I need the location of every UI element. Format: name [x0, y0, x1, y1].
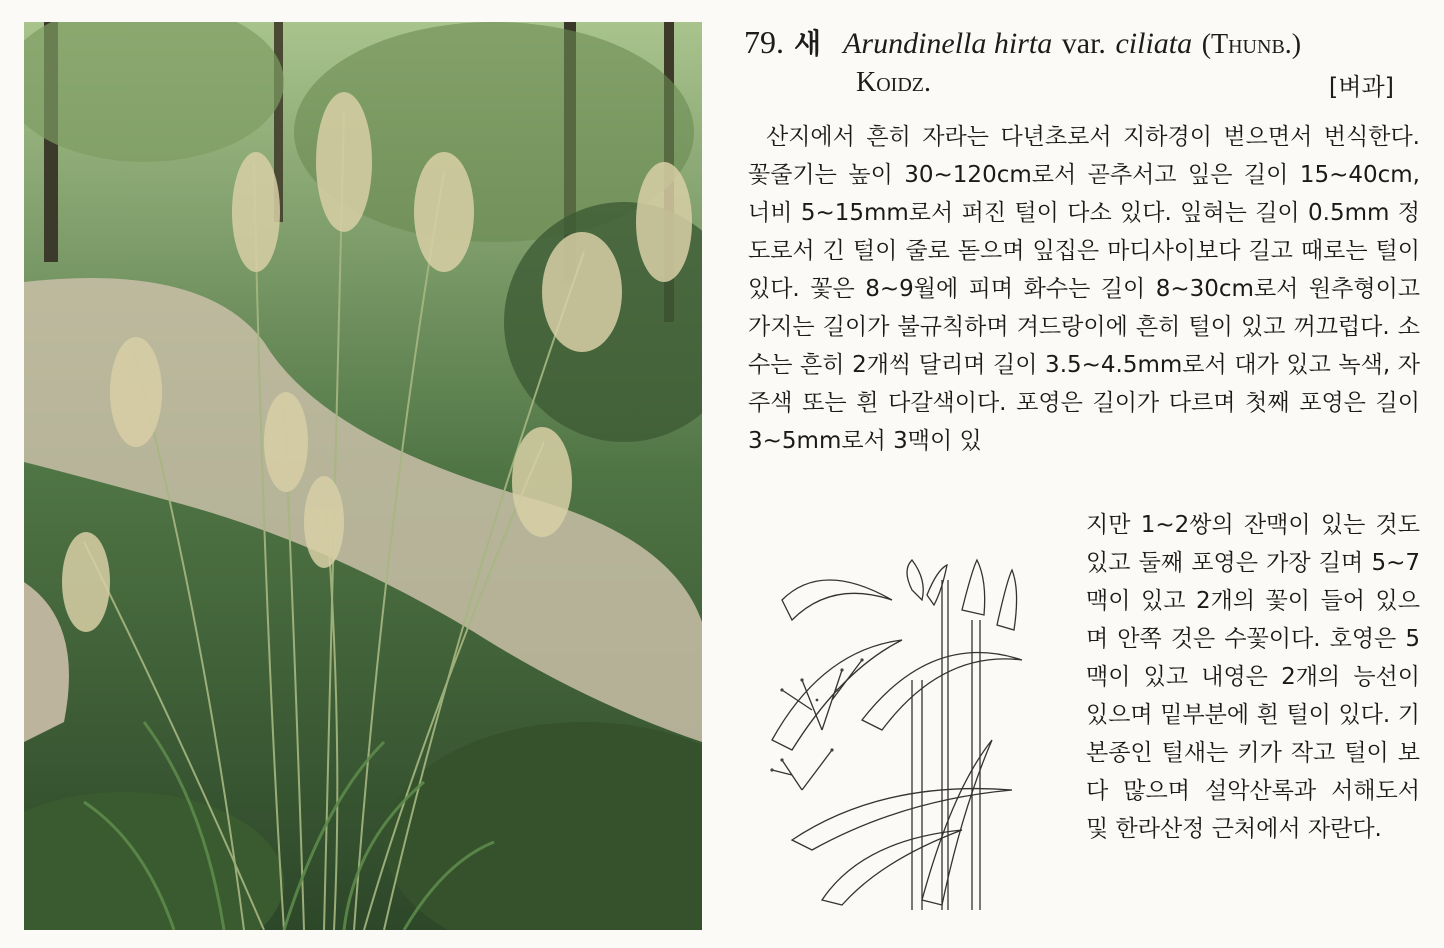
title-line-2 — [744, 65, 1404, 109]
variety-label: var. — [1061, 27, 1106, 60]
family-name: [벼과] — [1328, 73, 1394, 101]
description-paragraph: 산지에서 흔히 자라는 다년초로서 지하경이 벋으면서 번식한다. 꽃줄기는 높이 30~120cm로서 곧추서고 잎은 길이 15~40cm, 너비 5~15mm로서 퍼진 털이 다소 있다. 잎혀는 길이 0.5mm 정도로서 긴 털이 줄로 돋으며 잎집은 마디사이보다 길고 때로는 털이 있다. 꽃은 8~9월에 피며 화수는 길이 8~30cm로서 원추형이고 가지는 길이가 불규칙하며 겨드랑이에 흔히 털이 있고 꺼끄럽다. 소수는 흔히 2개씩 달리며 길이 3.5~4.5mm로서 대가 있고 녹색, 자주색 또는 흰 다갈색이다. 포영은 길이가 다르며 첫째 포영은 길이 3~5mm로서 3맥이 있 — [748, 124, 1420, 454]
botanical-line-drawing — [762, 540, 1032, 920]
author-part1: (Thunb.) — [1201, 29, 1302, 60]
entry-header — [744, 22, 1404, 109]
plant-photograph — [24, 22, 702, 930]
entry-number: 79. — [744, 24, 784, 60]
description-continuation: 지만 1~2쌍의 잔맥이 있는 것도 있고 둘째 포영은 가장 길며 5~7맥이 있고 2개의 꽃이 들어 있으며 안쪽 것은 수꽃이다. 호영은 5맥이 있고 내영은 2개의 능선이 있으며 밑부분에 흰 털이 있다. 기본종인 털새는 키가 작고 털이 보다 많으며 설악산록과 서해도서 및 한라산정 근처에서 자란다. — [1086, 512, 1420, 842]
scientific-name: Arundinella hirta — [843, 27, 1053, 60]
variety-name: ciliata — [1115, 27, 1193, 60]
author-part2: Koidz. — [856, 67, 931, 98]
grass-photo-illustration — [24, 22, 702, 930]
grass-sketch — [762, 540, 1032, 920]
title-line — [744, 22, 1404, 65]
korean-name: 새 — [794, 27, 822, 60]
